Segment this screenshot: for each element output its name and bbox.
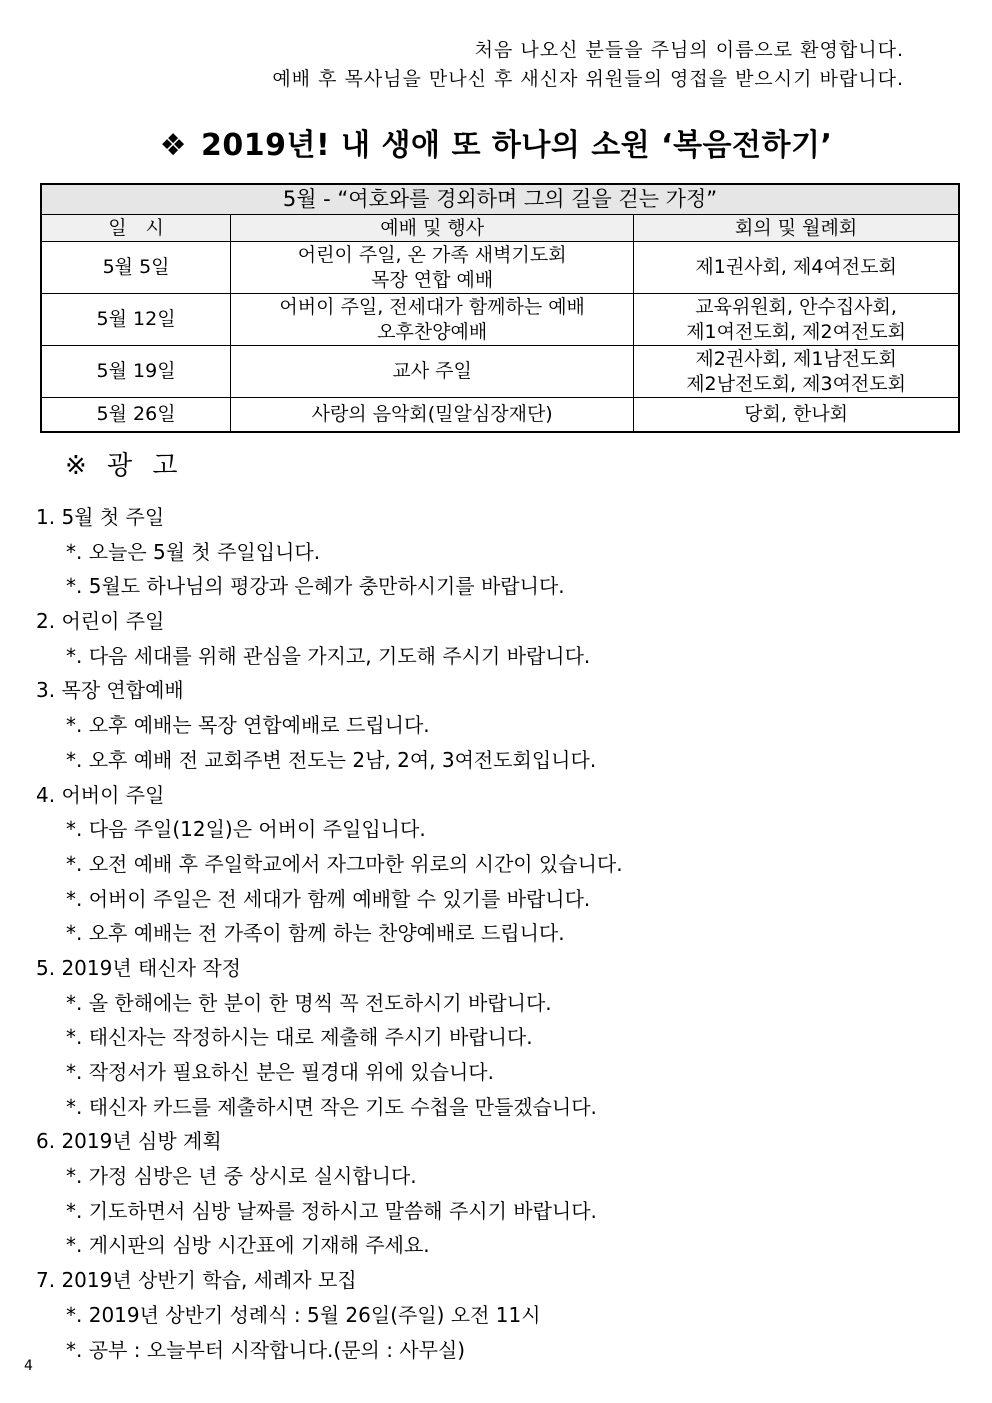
table-header-row	[41, 215, 959, 242]
announcement-line: *. 2019년 상반기 성례식 : 5월 26일(주일) 오전 11시	[66, 1302, 541, 1327]
announcement-line: *. 오전 예배 후 주일학교에서 자그마한 위로의 시간이 있습니다.	[66, 851, 623, 876]
announcement-line: *. 공부 : 오늘부터 시작합니다.(문의 : 사무실)	[66, 1337, 466, 1362]
announcement-line: *. 게시판의 심방 시간표에 기재해 주세요.	[66, 1233, 430, 1258]
announcement-line: *. 태신자 카드를 제출하시면 작은 기도 수첩을 만들겠습니다.	[66, 1094, 597, 1119]
announcement-line: *. 올 한해에는 한 분이 한 명씩 꼭 전도하시기 바랍니다.	[66, 990, 552, 1015]
announcement-item	[36, 951, 956, 1124]
welcome-greeting	[272, 36, 904, 94]
announcement-title: 2. 어린이 주일	[36, 609, 165, 634]
announcement-line: *. 태신자는 작정하시는 대로 제출해 주시기 바랍니다.	[66, 1025, 533, 1050]
row-date: 5월 26일	[41, 398, 231, 433]
table-row	[41, 398, 959, 433]
row-meeting: 교육위원회, 안수집사회, 제1여전도회, 제2여전도회	[634, 294, 959, 346]
announcement-title: 7. 2019년 상반기 학습, 세례자 모집	[36, 1268, 357, 1293]
page-title	[0, 120, 992, 164]
row-event: 교사 주일	[231, 346, 634, 398]
announcements-header: ※ 광 고	[65, 451, 184, 481]
announcement-item	[36, 673, 956, 777]
announcement-line: *. 오후 예배는 목장 연합예배로 드립니다.	[66, 713, 430, 738]
month-title-row	[41, 184, 959, 215]
row-date: 5월 19일	[41, 346, 231, 398]
header-date: 일 시	[41, 215, 231, 242]
announcement-item	[36, 604, 956, 673]
announcement-line: *. 오후 예배는 전 가족이 함께 하는 찬양예배로 드립니다.	[66, 921, 565, 946]
row-event: 사랑의 음악회(밀알심장재단)	[231, 398, 634, 433]
title-text: 2019년! 내 생애 또 하나의 소원 ‘복음전하기’	[201, 128, 833, 163]
announcement-line: *. 다음 세대를 위해 관심을 가지고, 기도해 주시기 바랍니다.	[66, 643, 591, 668]
schedule-table	[40, 183, 960, 433]
announcement-title: 1. 5월 첫 주일	[36, 505, 165, 529]
greeting-line-2: 예배 후 목사님을 만나신 후 새신자 위원들의 영접을 받으시기 바랍니다.	[272, 68, 904, 90]
announcement-item	[36, 500, 956, 604]
announcement-item	[36, 1263, 956, 1367]
table-row	[41, 346, 959, 398]
announcement-line: *. 5월도 하나님의 평강과 은혜가 충만하시기를 바랍니다.	[66, 574, 565, 599]
announcement-title: 6. 2019년 심방 계획	[36, 1129, 222, 1154]
announcement-line: *. 오늘은 5월 첫 주일입니다.	[66, 539, 321, 564]
announcement-item	[36, 778, 956, 951]
row-event: 어버이 주일, 전세대가 함께하는 예배 오후찬양예배	[231, 294, 634, 346]
announcement-line: *. 가정 심방은 년 중 상시로 실시합니다.	[66, 1164, 417, 1189]
header-event: 예배 및 행사	[231, 215, 634, 242]
announcement-item	[36, 1124, 956, 1263]
diamond-bullet-icon: ❖	[159, 128, 188, 163]
greeting-line-1: 처음 나오신 분들을 주님의 이름으로 환영합니다.	[474, 39, 904, 61]
page-number: 4	[24, 1358, 33, 1374]
table-row	[41, 294, 959, 346]
row-event: 어린이 주일, 온 가족 새벽기도회 목장 연합 예배	[231, 242, 634, 294]
month-title: 5월 - “여호와를 경외하며 그의 길을 걷는 가정”	[41, 184, 959, 215]
row-date: 5월 5일	[41, 242, 231, 294]
announcement-line: *. 다음 주일(12일)은 어버이 주일입니다.	[66, 817, 426, 842]
announcement-list	[36, 500, 956, 1367]
table-row	[41, 242, 959, 294]
announcement-title: 4. 어버이 주일	[36, 782, 165, 807]
announcement-title: 3. 목장 연합예배	[36, 678, 184, 703]
announcement-line: *. 오후 예배 전 교회주변 전도는 2남, 2여, 3여전도회입니다.	[66, 747, 597, 772]
announcement-title: 5. 2019년 태신자 작정	[36, 955, 241, 980]
row-meeting: 제1권사회, 제4여전도회	[634, 242, 959, 294]
announcement-line: *. 기도하면서 심방 날짜를 정하시고 말씀해 주시기 바랍니다.	[66, 1198, 597, 1223]
announcement-line: *. 작정서가 필요하신 분은 필경대 위에 있습니다.	[66, 1060, 494, 1084]
row-meeting: 당회, 한나회	[634, 398, 959, 433]
header-meeting: 회의 및 월례회	[634, 215, 959, 242]
row-date: 5월 12일	[41, 294, 231, 346]
row-meeting: 제2권사회, 제1남전도회 제2남전도회, 제3여전도회	[634, 346, 959, 398]
announcement-line: *. 어버이 주일은 전 세대가 함께 예배할 수 있기를 바랍니다.	[66, 886, 591, 911]
